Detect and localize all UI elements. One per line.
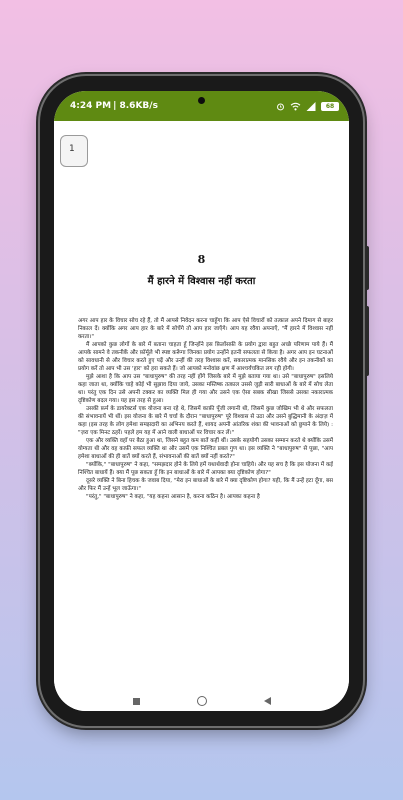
paragraph: दूसरे व्यक्ति ने बिना हिचक के जवाब दिया, "मेरा इन बाधाओं के बारे में क्या दृष्टिकोण होगा? यही, कि मैं उन्हें हटा दूँगा, बस और फिर मैं उन्हें भूल जाऊँगा।" bbox=[78, 478, 333, 492]
paragraph: "परंतु," "बाधापुरुष" ने कहा, "यह कहना आसान है, करना कठिन है। आपका कहना है bbox=[86, 494, 260, 500]
page-number-badge[interactable]: 1 bbox=[60, 135, 88, 167]
status-bar bbox=[54, 91, 349, 121]
paragraph: मुझे आशा है कि आप उस "बाधापुरुष" की तरह नहीं होंगे जिसके बारे में मुझे बताया गया था। उसे "बाधापुरुष" इसलिये कहा जाता था, क्योंकि चाहे कोई भी सुझाव दिया जाये, उसका मस्तिष्क तत्काल उससे जुड़ी सारी बाधाओं के बारे में सोच लेता था। परंतु एक दिन उसे अपनी टक्कर का व्यक्ति मिल ही गया और उसने एक ऐसा सबक सीखा जिससे उसका नकारात्मक दृष्टिकोण बदल गया। यह इस तरह से हुआ। bbox=[78, 374, 333, 404]
alarm-icon bbox=[276, 102, 285, 111]
front-camera bbox=[198, 97, 205, 104]
paragraph: अगर आप हार के विचार सोच रहे हैं, तो मैं आपसे निवेदन करना चाहूँगा कि आप ऐसे विचारों को तत्काल अपने दिमाग से बाहर निकाल दें। क्योंकि अगर आप हार के बारे में सोचेंगे तो आप हार जाएँगे। आप यह रवैया अपनाएँ, "मैं हारने में विश्वास नहीं करता।" bbox=[78, 318, 333, 340]
paragraph: उसकी फ़र्म के डायरेक्टर्स एक योजना बना रहे थे, जिसमें काफ़ी पूँजी लगानी थी, जिसमें कुछ जोखिम भी थे और सफलता की संभावनायें भी थीं। इस योजना के बारे में चर्चा के दौरान "बाधापुरुष" पूरे विश्वास से उठा और उसने बुद्धिमानी के अंदाज़ में कहा (इस तरह के लोग हमेशा समझदारी का अभिनय करते हैं, शायद अपनी आंतरिक शंका की भावनाओं को छुपाने के लिये) : "ज़रा एक मिनट ठहरें। पहले हम यह में आने वाली बाधाओं पर विचार कर लें।" bbox=[78, 406, 333, 436]
chapter-number: 8 bbox=[197, 253, 206, 266]
status-speed: | 8.6KB/s bbox=[113, 101, 158, 111]
wifi-icon bbox=[290, 102, 301, 111]
paragraph: मैं आपको कुछ लोगों के बारे में बताना चाहता हूँ जिन्होंने इस फ़िलॉसफ़ी के प्रयोग द्वारा बहुत अच्छे परिणाम पाये हैं। मैं आपके सामने वे तकनीकें और फ़ॉर्मूले भी स्पष्ट करूँगा जिनका प्रयोग उन्होंने इतनी सफलता से किया है। अगर आप इन घटनाओं को सावधानी से और विचार करते हुए पढ़ें और उन्हीं की तरह विश्वास करें, सकारात्मक मानसिक रवैये और इन तकनीकों का प्रयोग करें तो आप भी उस 'हार' को हरा सकते हैं। जो आपको मनोवांछ क्षण में आश्चर्यचकित लग रही होगी। bbox=[78, 342, 333, 372]
battery-icon: 68 bbox=[321, 102, 339, 111]
navigation-bar bbox=[54, 691, 349, 711]
status-time: 4:24 PM bbox=[70, 101, 112, 111]
phone-frame bbox=[40, 76, 363, 726]
power-button bbox=[365, 306, 369, 376]
volume-button bbox=[365, 246, 369, 290]
back-button[interactable] bbox=[264, 697, 271, 705]
phone-screen bbox=[54, 91, 349, 711]
chapter-title: मैं हारने में विश्वास नहीं करता bbox=[147, 276, 256, 287]
paragraph: "क्योंकि," "बाधापुरुष" ने कहा, "समझदार होने के लिये हमें यथार्थवादी होना चाहिये। और यह सच है कि इस योजना में कई निश्चित बाधायें हैं। क्या मैं पूछ सकता हूँ कि इन बाधाओं के बारे में आपका क्या दृष्टिकोण होगा?" bbox=[78, 462, 333, 476]
reader-page[interactable] bbox=[54, 121, 349, 691]
recents-button[interactable] bbox=[133, 698, 140, 705]
home-button[interactable] bbox=[197, 696, 207, 706]
paragraph: एक और व्यक्ति वहाँ पर बैठा हुआ था, जिसने बहुत कम बातें कहीं थीं। उसके सहयोगी उसका सम्मान करते थे क्योंकि उसमें योग्यता थी और वह काफ़ी सफल व्यक्ति था और उसमें एक निश्चित प्रबल गुण था। इस व्यक्ति ने "बाधापुरुष" से पूछा, "आप हमेशा बाधाओं की ही बातें क्यों करते हैं, संभावनाओं की बातें क्यों नहीं करते?" bbox=[78, 438, 333, 460]
signal-icon bbox=[306, 102, 316, 111]
chapter-body bbox=[78, 317, 333, 617]
